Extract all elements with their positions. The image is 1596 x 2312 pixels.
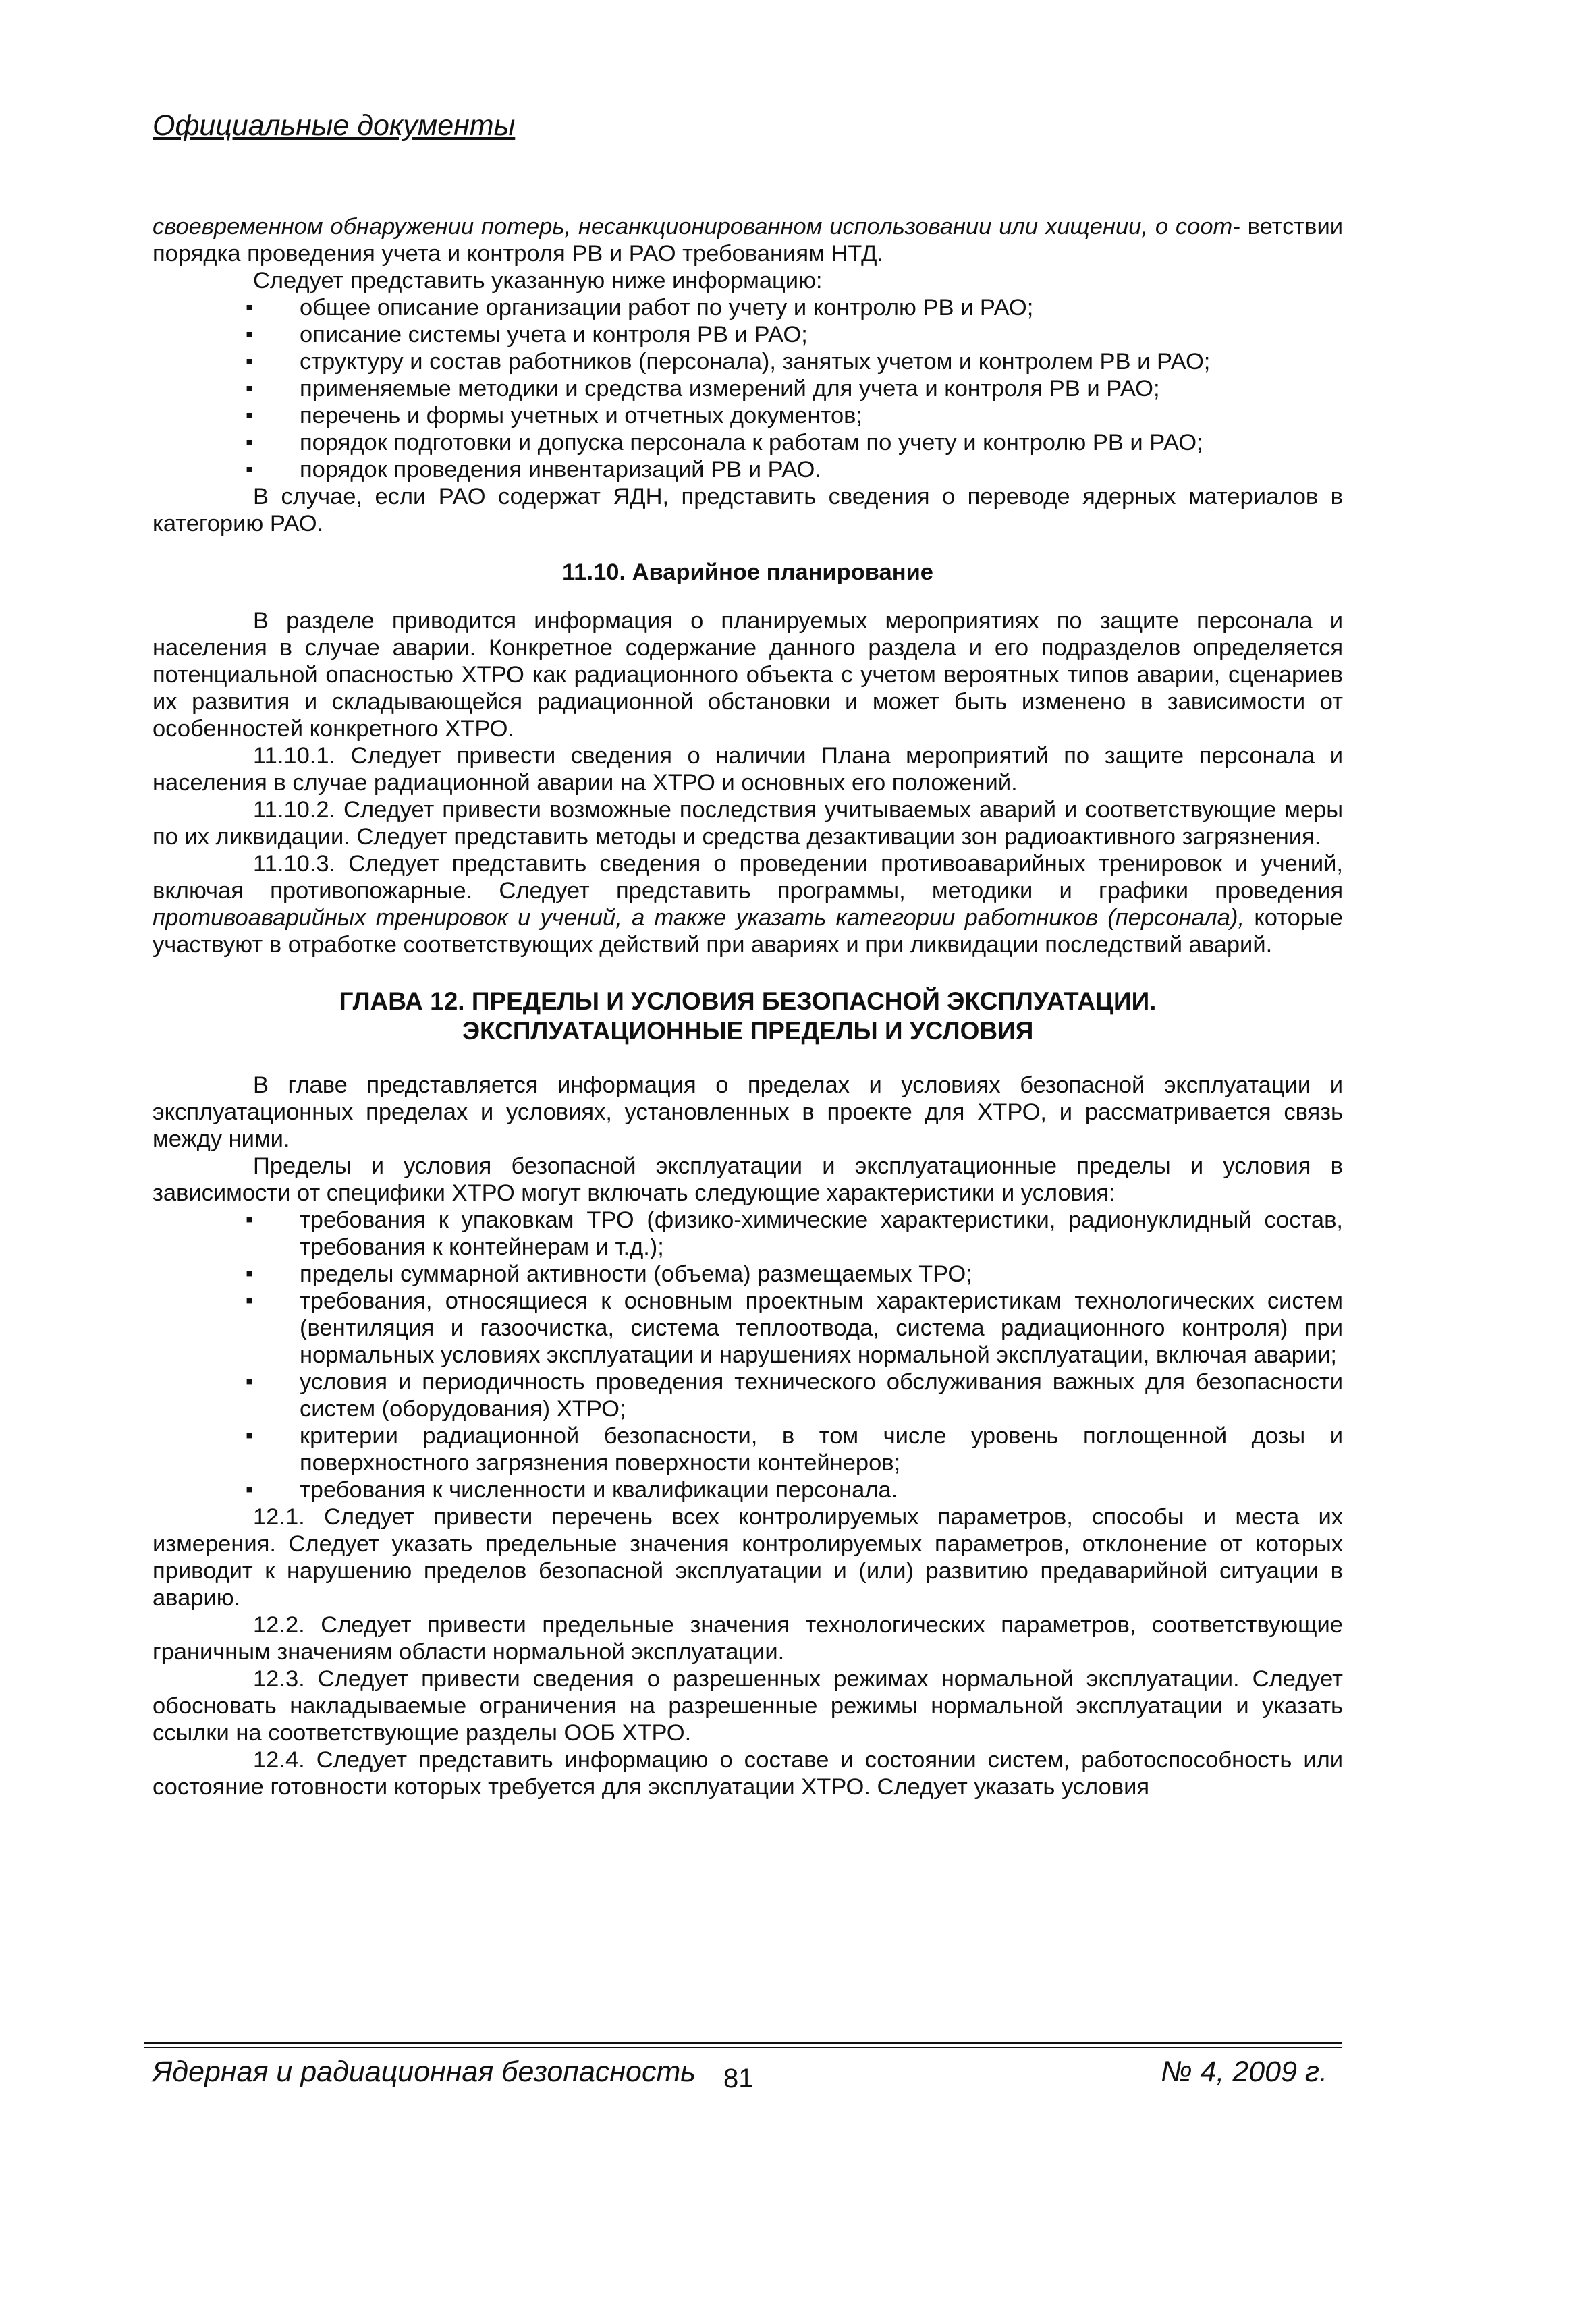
limits-list xyxy=(153,1207,1343,1504)
paragraph-part-italic: противоаварийных тренировок и учений, а также указать категории работников (персонала), xyxy=(153,905,1255,931)
paragraph xyxy=(153,850,1343,958)
paragraph-part: которые участвуют в отработке соответствующих действий при авариях и при ликвидации последствий аварий. xyxy=(153,905,1343,958)
section-title-11-10: 11.10. Аварийное планирование xyxy=(562,559,933,585)
list-item: ▪ общее описание организации работ по учету и контролю РВ и РАО; xyxy=(153,294,1343,321)
list-item: ▪ требования к упаковкам ТРО (физико-химические характеристики, радионуклидный состав, требования к контейнерам и т.д.); xyxy=(153,1207,1343,1261)
intro-continuation xyxy=(153,213,1343,267)
footer-journal-title: Ядерная и радиационная безопасность xyxy=(153,2056,696,2088)
chapter-title-line-2: ЭКСПЛУАТАЦИОННЫЕ ПРЕДЕЛЫ И УСЛОВИЯ xyxy=(462,1017,1034,1045)
paragraph: В главе представляется информация о пределах и условиях безопасной эксплуатации и эксплуатационных пределах и условиях, установленных в проекте для ХТРО, и рассматривается связь между ними. xyxy=(153,1072,1343,1152)
paragraph-part: 11.10.3. Следует представить сведения о проведении противоаварийных тренировок и учений, включая противопожарные. Следует представить программы, методики и графики проведения xyxy=(153,851,1343,904)
paragraph: 12.1. Следует привести перечень всех контролируемых параметров, способы и места их измерения. Следует указать предельные значения контролируемых параметров, отклонение от которых приводит к нарушению пределов безопасной эксплуатации и (или) развитию предаварийной ситуации в аварию. xyxy=(153,1504,1343,1611)
list-item: ▪ требования к численности и квалификации персонала. xyxy=(153,1477,1343,1504)
accounting-list xyxy=(153,294,1343,483)
footer-issue: № 4, 2009 г. xyxy=(1161,2056,1328,2088)
page-number: 81 xyxy=(723,2064,754,2093)
list-item: ▪ применяемые методики и средства измерений для учета и контроля РВ и РАО; xyxy=(153,375,1343,402)
case-paragraph: В случае, если РАО содержат ЯДН, представить сведения о переводе ядерных материалов в категорию РАО. xyxy=(153,484,1343,536)
list-item: ▪ условия и периодичность проведения технического обслуживания важных для безопасности систем (оборудования) ХТРО; xyxy=(153,1369,1343,1423)
info-paragraph: Следует представить указанную ниже информацию: xyxy=(253,268,823,294)
list-item: ▪ критерии радиационной безопасности, в том числе уровень поглощенной дозы и поверхностного загрязнения поверхности контейнеров; xyxy=(153,1423,1343,1477)
paragraph: Пределы и условия безопасной эксплуатации и эксплуатационные пределы и условия в зависимости от специфики ХТРО могут включать следующие характеристики и условия: xyxy=(153,1153,1343,1206)
paragraph: 12.2. Следует привести предельные значения технологических параметров, соответствующие граничным значениям области нормальной эксплуатации. xyxy=(153,1612,1343,1665)
body-column xyxy=(153,213,1343,1800)
footer-rule xyxy=(144,2047,1342,2048)
list-item: ▪ описание системы учета и контроля РВ и РАО; xyxy=(153,321,1343,348)
paragraph: 12.4. Следует представить информацию о составе и состоянии систем, работоспособность или состояние готовности которых требуется для эксплуатации ХТРО. Следует указать условия xyxy=(153,1747,1343,1800)
list-item: ▪ перечень и формы учетных и отчетных документов; xyxy=(153,402,1343,429)
list-item: ▪ требования, относящиеся к основным проектным характеристикам технологических систем (вентиляция и газоочистка, система теплоотвода, система радиационного контроля) при нормальных условиях эксплуатации и нарушениях нормальной эксплуатации, включая аварии; xyxy=(153,1288,1343,1369)
paragraph: 11.10.1. Следует привести сведения о наличии Плана мероприятий по защите персонала и населения в случае радиационной аварии на ХТРО и основных его положений. xyxy=(153,743,1343,796)
paragraph: В разделе приводится информация о планируемых мероприятиях по защите персонала и населения в случае аварии. Конкретное содержание данного раздела и его подразделов определяется потенциальной опасностью ХТРО как радиационного объекта с учетом вероятных типов аварии, сценариев их развития и складывающейся радиационной обстановки и может быть изменено в зависимости от особенностей конкретного ХТРО. xyxy=(153,608,1343,742)
list-item: ▪ порядок подготовки и допуска персонала к работам по учету и контролю РВ и РАО; xyxy=(153,429,1343,456)
footer-rule xyxy=(144,2042,1342,2044)
running-title: Официальные документы xyxy=(153,109,516,142)
list-item: ▪ структуру и состав работников (персонала), занятых учетом и контролем РВ и РАО; xyxy=(153,348,1343,375)
chapter-title xyxy=(153,987,1343,1046)
chapter-title-line-1: ГЛАВА 12. ПРЕДЕЛЫ И УСЛОВИЯ БЕЗОПАСНОЙ ЭКСПЛУАТАЦИИ. xyxy=(339,987,1157,1015)
paragraph: 12.3. Следует привести сведения о разрешенных режимах нормальной эксплуатации. Следует обосновать накладываемые ограничения на разрешенные режимы нормальной эксплуатации и указать ссылки на соответствующие разделы ООБ ХТРО. xyxy=(153,1666,1343,1746)
list-item: ▪ пределы суммарной активности (объема) размещаемых ТРО; xyxy=(153,1261,1343,1288)
intro-line-1: своевременном обнаружении потерь, несанкционированном использовании или хищении, о соот- xyxy=(153,214,1240,240)
intro-line-2: ветствии порядка проведения учета и контроля РВ и РАО требованиям НТД. xyxy=(153,214,1343,267)
paragraph: 11.10.2. Следует привести возможные последствия учитываемых аварий и соответствующие меры по их ликвидации. Следует представить методы и средства дезактивации зон радиоактивного загрязнения. xyxy=(153,797,1343,850)
list-item: ▪ порядок проведения инвентаризаций РВ и РАО. xyxy=(153,456,1343,483)
